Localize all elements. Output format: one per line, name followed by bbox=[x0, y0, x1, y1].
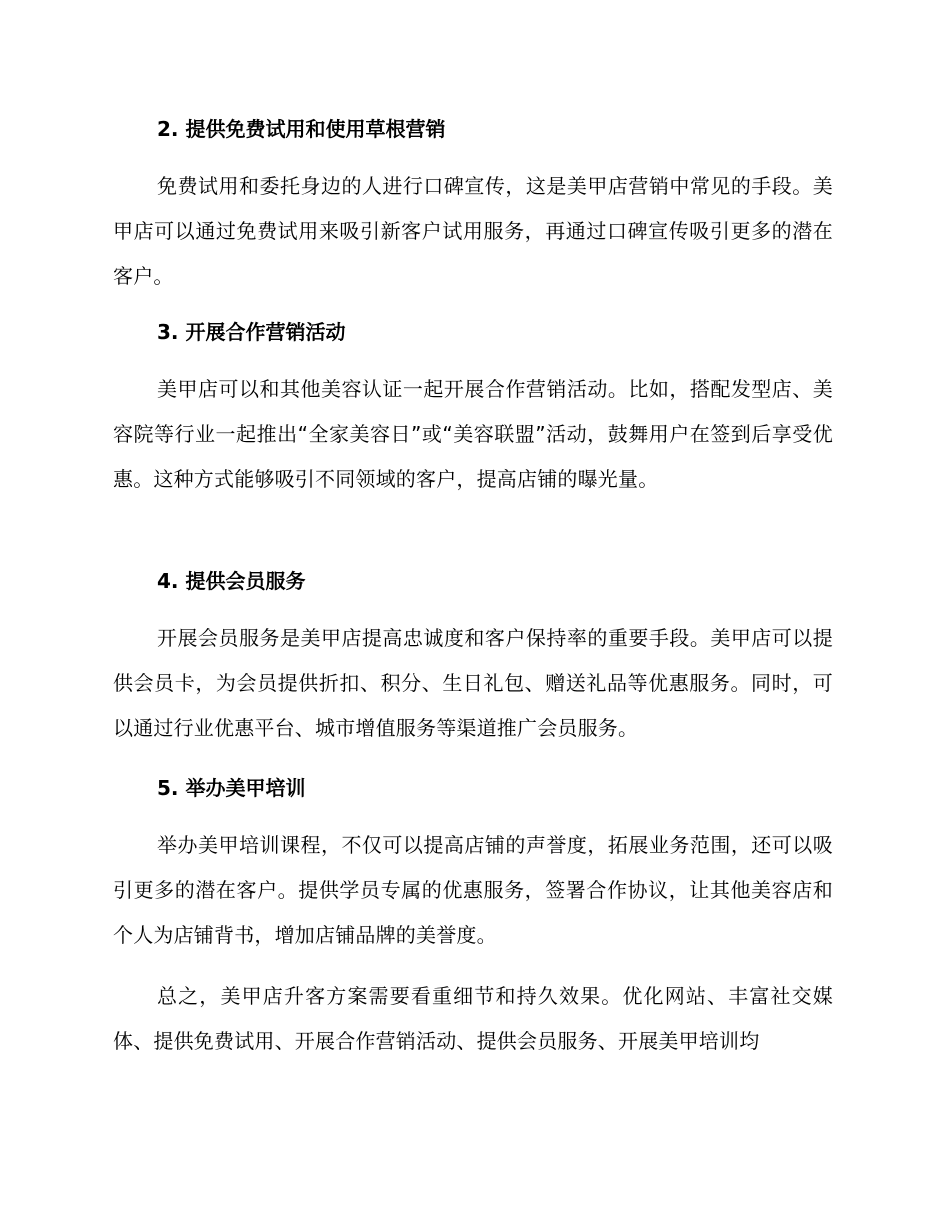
summary-paragraph: 总之，美甲店升客方案需要看重细节和持久效果。优化网站、丰富社交媒体、提供免费试用、开展合作营销活动、提供会员服务、开展美甲培训均 bbox=[113, 984, 833, 1053]
section-heading-2: 2. 提供免费试用和使用草根营销 bbox=[157, 117, 446, 141]
section-paragraph-3: 美甲店可以和其他美容认证一起开展合作营销活动。比如，搭配发型店、美容院等行业一起推出“全家美容日”或“美容联盟”活动，鼓舞用户在签到后享受优惠。这种方式能够吸引不同领域的客户，提高店铺的曝光量。 bbox=[113, 377, 833, 491]
section-paragraph-4: 开展会员服务是美甲店提高忠诚度和客户保持率的重要手段。美甲店可以提供会员卡，为会员提供折扣、积分、生日礼包、赠送礼品等优惠服务。同时，可以通过行业优惠平台、城市增值服务等渠道推广会员服务。 bbox=[113, 626, 833, 740]
section-paragraph-5: 举办美甲培训课程，不仅可以提高店铺的声誉度，拓展业务范围，还可以吸引更多的潜在客户。提供学员专属的优惠服务，签署合作协议，让其他美容店和个人为店铺背书，增加店铺品牌的美誉度。 bbox=[113, 833, 833, 947]
section-heading-5: 5. 举办美甲培训 bbox=[157, 776, 306, 800]
section-heading-4: 4. 提供会员服务 bbox=[157, 569, 306, 593]
section-paragraph-2: 免费试用和委托身边的人进行口碑宣传，这是美甲店营销中常见的手段。美甲店可以通过免费试用来吸引新客户试用服务，再通过口碑宣传吸引更多的潜在客户。 bbox=[113, 174, 833, 288]
section-heading-3: 3. 开展合作营销活动 bbox=[157, 320, 346, 344]
